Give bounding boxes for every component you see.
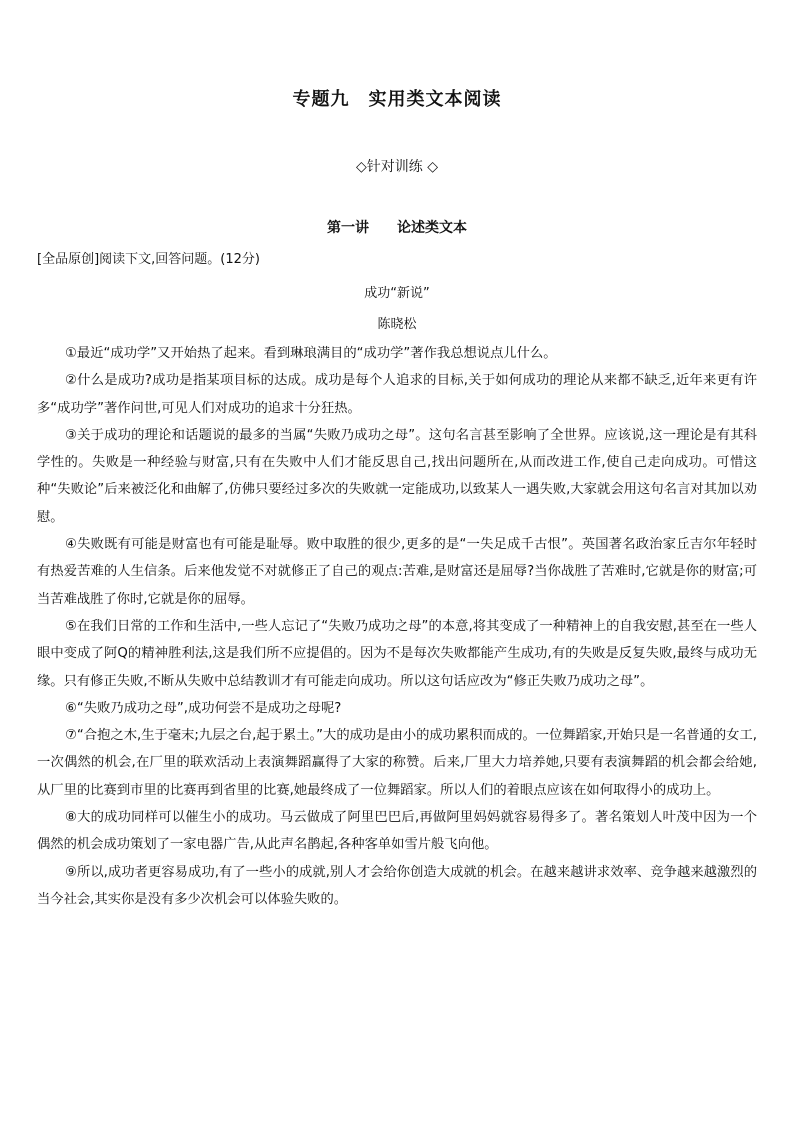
paragraph-5: ⑤在我们日常的工作和生活中,一些人忘记了“失败乃成功之母”的本意,将其变成了一种精神上的自我安慰,甚至在一些人眼中变成了阿Q的精神胜利法,这是我们所不应提倡的。因为不是每次失败都能产生成功,有的失败是反复失败,最终与成功无缘。只有修正失败,不断从失败中总结教训才有可能走向成功。所以这句话应改为“修正失败乃成功之母”。: [37, 618, 757, 689]
question-intro: [全品原创]阅读下文,回答问题。(12分): [37, 252, 260, 267]
paragraph-9: ⑨所以,成功者更容易成功,有了一些小的成就,别人才会给你创造大成就的机会。在越来越讲求效率、竞争越来越激烈的当今社会,其实你是没有多少次机会可以体验失败的。: [37, 864, 757, 907]
article-title: 成功“新说”: [364, 286, 430, 301]
lecture-heading: 第一讲 论述类文本: [327, 220, 467, 236]
paragraph-6: ⑥“失败乃成功之母”,成功何尝不是成功之母呢?: [65, 700, 342, 716]
paragraph-7: ⑦“合抱之木,生于毫末;九层之台,起于累土。”大的成功是由小的成功累积而成的。一位舞蹈家,开始只是一名普通的女工,一次偶然的机会,在厂里的联欢活动上表演舞蹈赢得了大家的称赞。后来,厂里大力培养她,只要有表演舞蹈的机会都会给她,从厂里的比赛到市里的比赛再到省里的比赛,她最终成了一位舞蹈家。所以人们的着眼点应该在如何取得小的成功上。: [37, 728, 757, 798]
document-title: 专题九 实用类文本阅读: [292, 89, 502, 110]
paragraph-2: ②什么是成功?成功是指某项目标的达成。成功是每个人追求的目标,关于如何成功的理论从来都不缺乏,近年来更有许多“成功学”著作问世,可见人们对成功的追求十分狂热。: [37, 373, 757, 416]
paragraph-3: ③关于成功的理论和话题说的最多的当属“失败乃成功之母”。这句名言甚至影响了全世界。应该说,这一理论是有其科学性的。失败是一种经验与财富,只有在失败中人们才能反思自己,找出问题所在,从而改进工作,使自己走向成功。可惜这种“失败论”后来被泛化和曲解了,仿佛只要经过多次的失败就一定能成功,以致某人一遇失败,大家就会用这句名言对其加以劝慰。: [37, 427, 757, 525]
article-author: 陈晓松: [377, 317, 417, 332]
article-body: [37, 340, 757, 913]
paragraph-4: ④失败既有可能是财富也有可能是耻辱。败中取胜的很少,更多的是“一失足成千古恨”。英国著名政治家丘吉尔年轻时有热爱苦难的人生信条。后来他发觉不对就修正了自己的观点:苦难,是财富还是屈辱?当你战胜了苦难时,它就是你的财富;可当苦难战胜了你时,它就是你的屈辱。: [37, 537, 757, 607]
section-subtitle: ◇针对训练 ◇: [356, 159, 438, 175]
paragraph-8: ⑧大的成功同样可以催生小的成功。马云做成了阿里巴巴后,再做阿里妈妈就容易得多了。著名策划人叶茂中因为一个偶然的机会成功策划了一家电器广告,从此声名鹊起,各种客单如雪片般飞向他。: [37, 810, 757, 853]
paragraph-1: ①最近“成功学”又开始热了起来。看到琳琅满目的“成功学”著作我总想说点儿什么。: [65, 346, 557, 361]
